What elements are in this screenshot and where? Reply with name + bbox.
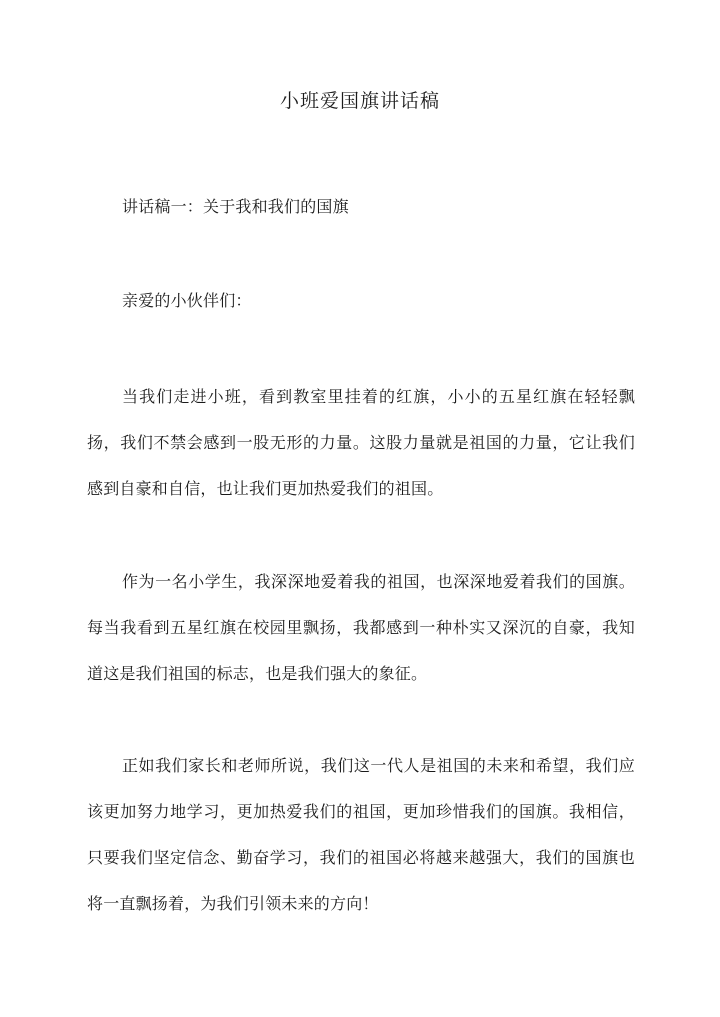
greeting-paragraph: 亲爱的小伙伴们： bbox=[122, 291, 252, 310]
page-title: 小班爱国旗讲话稿 bbox=[279, 90, 440, 112]
body-paragraph-2: 作为一名小学生，我深深地爱着我的祖国，也深深地爱着我们的国旗。每当我看到五星红旗在校园里飘扬，我都感到一种朴实又深沉的自豪，我知道这是我们祖国的标志，也是我们强大的象征。 bbox=[87, 572, 635, 683]
body-paragraph-3: 正如我们家长和老师所说，我们这一代人是祖国的未来和希望，我们应该更加努力地学习，更加热爱我们的祖国，更加珍惜我们的国旗。我相信，只要我们坚定信念、勤奋学习，我们的祖国必将越来越强大，我们的国旗也将一直飘扬着，为我们引领未来的方向！ bbox=[87, 756, 635, 913]
speech-subtitle: 讲话稿一：关于我和我们的国旗 bbox=[122, 197, 349, 216]
body-paragraph-1: 当我们走进小班，看到教室里挂着的红旗，小小的五星红旗在轻轻飘扬，我们不禁会感到一股无形的力量。这股力量就是祖国的力量，它让我们感到自豪和自信，也让我们更加热爱我们的祖国。 bbox=[87, 387, 635, 498]
